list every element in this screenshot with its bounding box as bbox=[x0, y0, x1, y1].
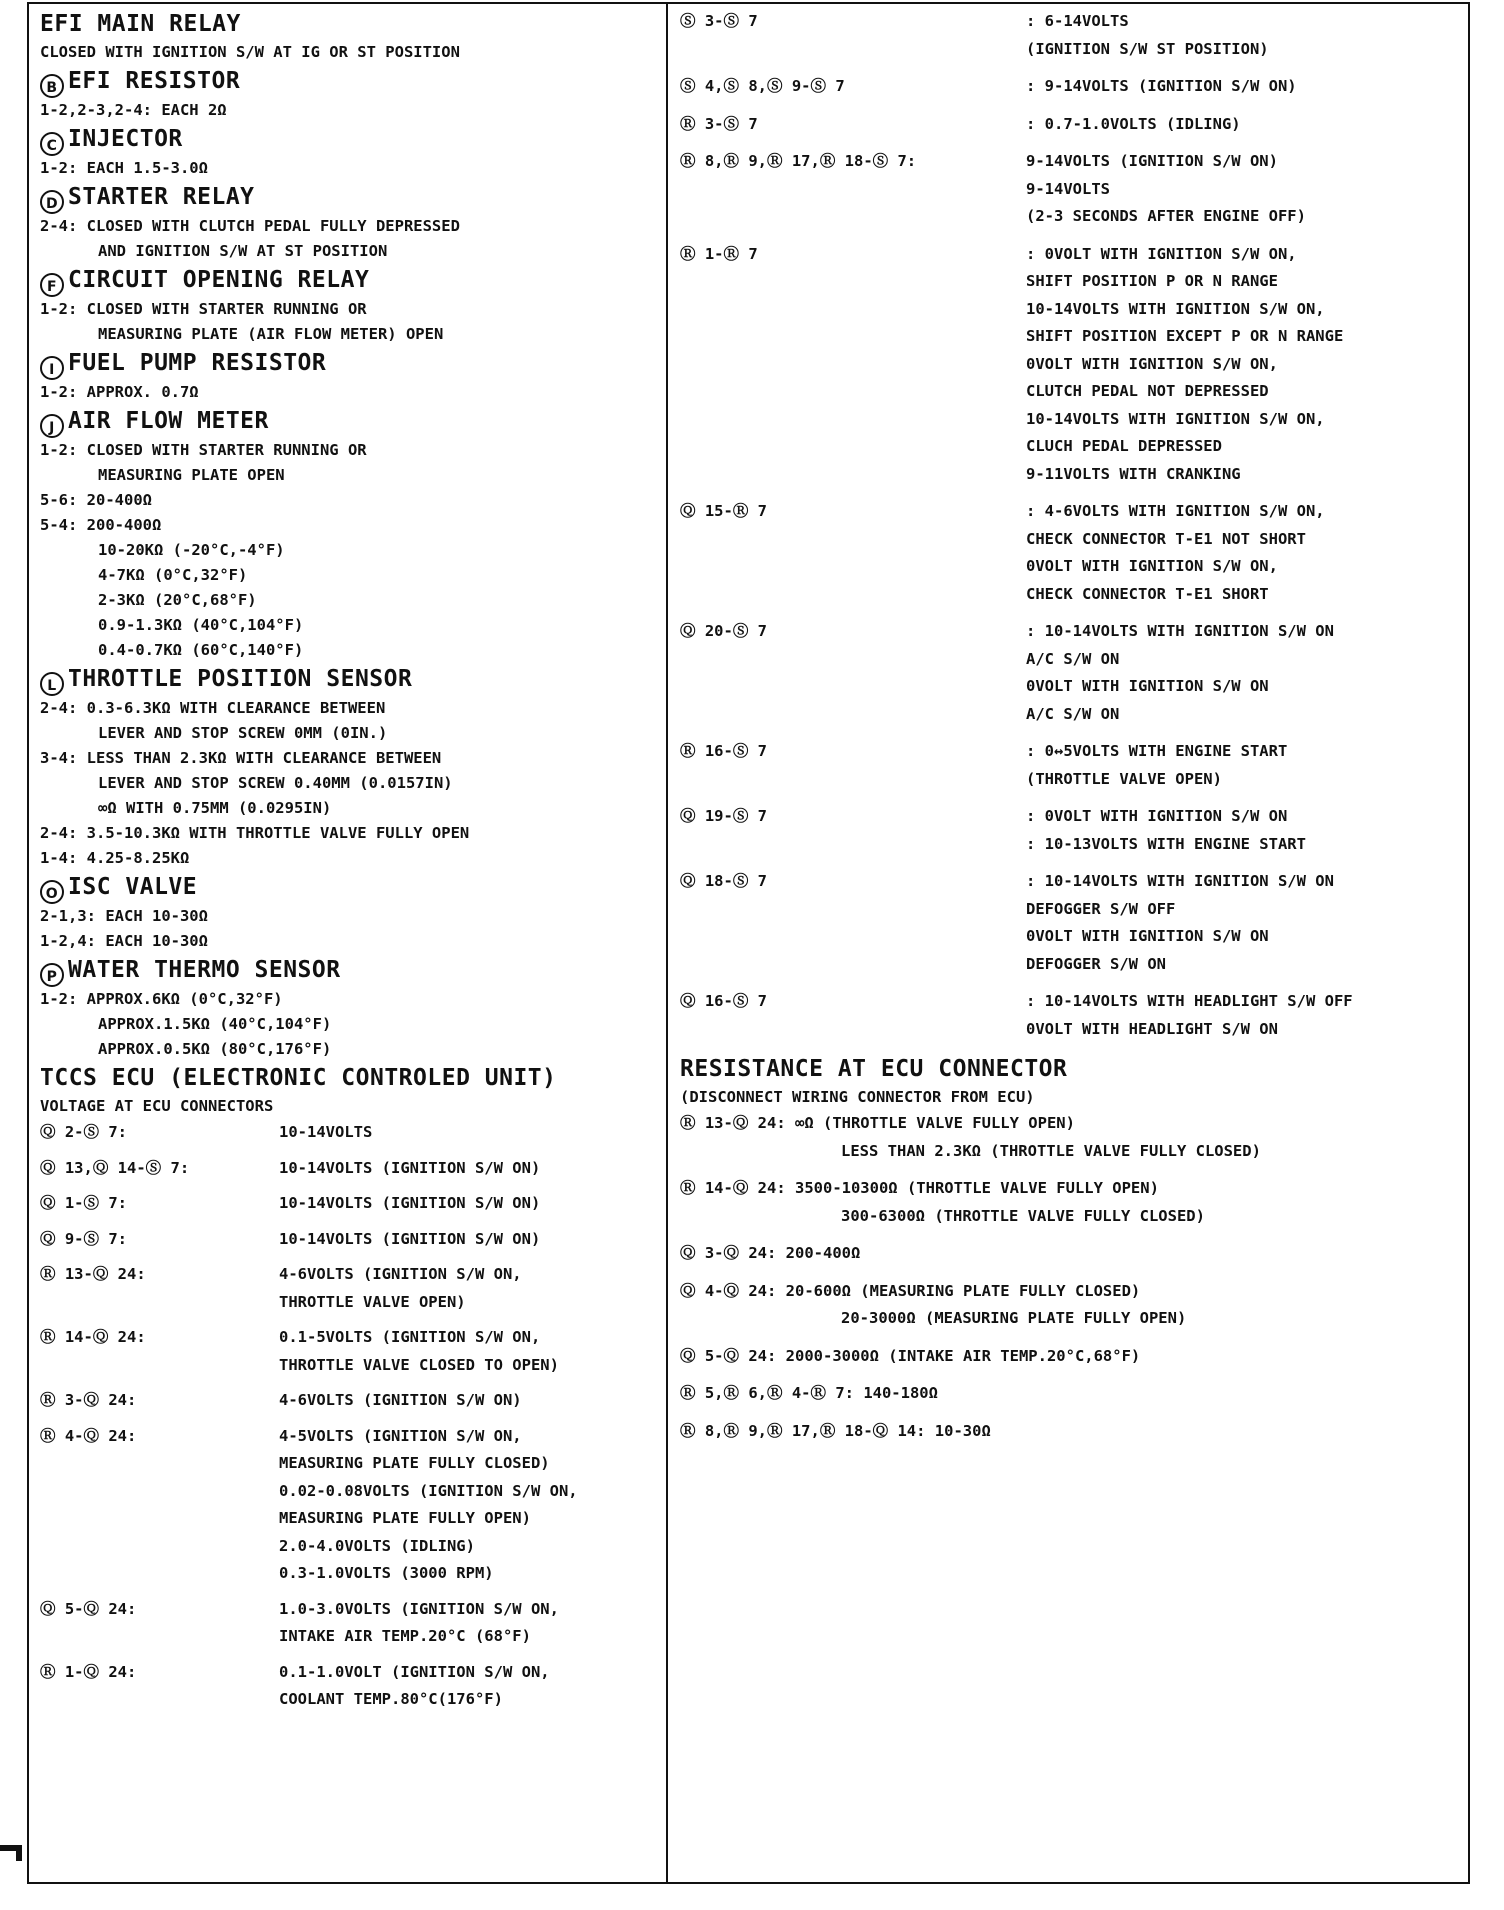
terminal-pair: Ⓠ 16-Ⓢ 7 bbox=[680, 992, 767, 1010]
voltage-spec-line bbox=[680, 803, 1460, 831]
spec-line: 2-4: CLOSED WITH CLUTCH PEDAL FULLY DEPRESSED bbox=[40, 217, 460, 235]
terminal-pair: Ⓡ 4-Ⓠ 24: bbox=[40, 1426, 137, 1445]
resistance-subtitle: (DISCONNECT WIRING CONNECTOR FROM ECU) bbox=[680, 1088, 1035, 1106]
voltage-spec-row bbox=[680, 618, 1460, 728]
section-title: AIR FLOW METER bbox=[68, 408, 269, 434]
section-heading bbox=[40, 954, 660, 987]
terminal-pair bbox=[680, 896, 1026, 924]
terminal-pair bbox=[680, 378, 1026, 406]
voltage-value: : 10-13VOLTS WITH ENGINE START bbox=[1026, 834, 1306, 853]
component-letter-badge: O bbox=[40, 880, 64, 904]
section-heading bbox=[40, 871, 660, 904]
terminal-pair bbox=[40, 1478, 279, 1506]
voltage-spec-line bbox=[40, 1560, 660, 1588]
resistance-spec-line: 20-3000Ω (MEASURING PLATE FULLY OPEN) bbox=[841, 1309, 1187, 1327]
voltage-spec-line bbox=[680, 951, 1460, 979]
terminal-pair: Ⓠ 15-Ⓡ 7 bbox=[680, 502, 767, 520]
section-heading bbox=[40, 65, 660, 98]
component-section bbox=[40, 871, 660, 954]
voltage-spec-line bbox=[680, 351, 1460, 379]
section-heading bbox=[40, 347, 660, 380]
voltage-value: 0.1-1.0VOLT (IGNITION S/W ON, bbox=[279, 1662, 550, 1681]
terminal-pair bbox=[680, 1016, 1026, 1044]
voltage-value: CHECK CONNECTOR T-E1 SHORT bbox=[1026, 584, 1269, 603]
resistance-spec-line: Ⓡ 8,Ⓡ 9,Ⓡ 17,Ⓡ 18-Ⓠ 14: 10-30Ω bbox=[680, 1421, 991, 1440]
component-section bbox=[40, 8, 660, 65]
voltage-value: 4-6VOLTS (IGNITION S/W ON) bbox=[279, 1391, 522, 1409]
voltage-value: 10-14VOLTS WITH IGNITION S/W ON, bbox=[1026, 409, 1325, 428]
section-heading bbox=[40, 123, 660, 156]
voltage-spec-line bbox=[40, 1119, 660, 1147]
voltage-spec-line bbox=[680, 738, 1460, 766]
voltage-spec-row bbox=[40, 1659, 660, 1714]
voltage-value: 10-14VOLTS bbox=[279, 1123, 373, 1141]
resistance-spec-line: 300-6300Ω (THROTTLE VALVE FULLY CLOSED) bbox=[841, 1206, 1205, 1225]
voltage-value: 9-11VOLTS WITH CRANKING bbox=[1026, 464, 1241, 483]
voltage-spec-row bbox=[40, 1387, 660, 1415]
component-letter-badge: P bbox=[40, 963, 64, 987]
voltage-spec-row bbox=[680, 803, 1460, 858]
margin-mark-vertical bbox=[16, 1845, 22, 1861]
voltage-spec-line bbox=[680, 1016, 1460, 1044]
voltage-value: : 0.7-1.0VOLTS (IDLING) bbox=[1026, 114, 1241, 133]
terminal-pair bbox=[40, 1623, 279, 1651]
voltage-spec-line bbox=[40, 1289, 660, 1317]
voltage-spec-line bbox=[680, 988, 1460, 1016]
voltage-spec-line bbox=[680, 581, 1460, 609]
terminal-pair: Ⓠ 18-Ⓢ 7 bbox=[680, 872, 767, 890]
voltage-spec-row bbox=[680, 8, 1460, 63]
voltage-value: A/C S/W ON bbox=[1026, 649, 1120, 668]
voltage-spec-line bbox=[680, 241, 1460, 269]
terminal-pair: Ⓡ 1-Ⓠ 24: bbox=[40, 1662, 137, 1681]
voltage-value: SHIFT POSITION P OR N RANGE bbox=[1026, 272, 1278, 290]
voltage-value: 0.02-0.08VOLTS (IGNITION S/W ON, bbox=[279, 1481, 578, 1500]
voltage-value: 4-6VOLTS (IGNITION S/W ON, bbox=[279, 1265, 522, 1283]
voltage-spec-line bbox=[680, 646, 1460, 674]
voltage-value: 0.1-5VOLTS (IGNITION S/W ON, bbox=[279, 1328, 541, 1346]
spec-line: 5-6: 20-400Ω bbox=[40, 491, 152, 509]
component-letter-badge: B bbox=[40, 74, 64, 98]
resistance-spec-row bbox=[680, 1418, 1460, 1446]
voltage-spec-row bbox=[40, 1226, 660, 1254]
section-title: EFI MAIN RELAY bbox=[40, 11, 241, 37]
terminal-pair bbox=[680, 923, 1026, 951]
voltage-spec-row bbox=[40, 1155, 660, 1183]
voltage-value: 1.0-3.0VOLTS (IGNITION S/W ON, bbox=[279, 1599, 559, 1618]
terminal-pair: Ⓡ 1-Ⓡ 7 bbox=[680, 244, 758, 263]
component-letter-badge: L bbox=[40, 672, 64, 696]
spec-line: 2-4: 3.5-10.3KΩ WITH THROTTLE VALVE FULLY OPEN bbox=[40, 824, 470, 842]
terminal-pair: Ⓡ 3-Ⓠ 24: bbox=[40, 1391, 137, 1409]
component-section bbox=[40, 405, 660, 663]
voltage-value: 10-14VOLTS (IGNITION S/W ON) bbox=[279, 1194, 541, 1212]
voltage-spec-line bbox=[40, 1623, 660, 1651]
voltage-spec-line bbox=[680, 701, 1460, 729]
terminal-pair: Ⓡ 13-Ⓠ 24: bbox=[40, 1265, 146, 1283]
voltage-spec-line bbox=[40, 1324, 660, 1352]
section-title: WATER THERMO SENSOR bbox=[68, 957, 341, 983]
terminal-pair: Ⓡ 14-Ⓠ 24: bbox=[40, 1328, 146, 1346]
section-title: CIRCUIT OPENING RELAY bbox=[68, 267, 370, 293]
spec-line: MEASURING PLATE OPEN bbox=[98, 466, 285, 484]
component-section bbox=[40, 65, 660, 123]
terminal-pair bbox=[680, 553, 1026, 581]
voltage-value: SHIFT POSITION EXCEPT P OR N RANGE bbox=[1026, 327, 1344, 345]
terminal-pair bbox=[40, 1450, 279, 1478]
spec-line: 2-3KΩ (20°C,68°F) bbox=[98, 591, 257, 609]
voltage-value: 0VOLT WITH IGNITION S/W ON bbox=[1026, 927, 1269, 945]
voltage-spec-line bbox=[680, 553, 1460, 581]
voltage-spec-line bbox=[680, 8, 1460, 36]
terminal-pair bbox=[680, 461, 1026, 489]
voltage-spec-row bbox=[680, 738, 1460, 793]
voltage-spec-line bbox=[40, 1533, 660, 1561]
voltage-value: 0VOLT WITH IGNITION S/W ON, bbox=[1026, 354, 1278, 373]
voltage-value: DEFOGGER S/W ON bbox=[1026, 954, 1166, 973]
spec-line: AND IGNITION S/W AT ST POSITION bbox=[98, 242, 388, 260]
voltage-spec-line bbox=[680, 111, 1460, 139]
voltage-spec-row bbox=[680, 148, 1460, 231]
spec-line: 5-4: 200-400Ω bbox=[40, 516, 162, 534]
voltage-value: : 10-14VOLTS WITH HEADLIGHT S/W OFF bbox=[1026, 992, 1353, 1010]
voltage-spec-row bbox=[40, 1596, 660, 1651]
ecu-title: TCCS ECU (ELECTRONIC CONTROLED UNIT) bbox=[40, 1065, 557, 1091]
spec-line: 1-2: CLOSED WITH STARTER RUNNING OR bbox=[40, 300, 367, 318]
terminal-pair bbox=[40, 1505, 279, 1533]
voltage-value: INTAKE AIR TEMP.20°C (68°F) bbox=[279, 1627, 531, 1645]
terminal-pair: Ⓠ 20-Ⓢ 7 bbox=[680, 622, 767, 640]
resistance-spec-line: Ⓡ 5,Ⓡ 6,Ⓡ 4-Ⓡ 7: 140-180Ω bbox=[680, 1384, 938, 1402]
terminal-pair bbox=[40, 1560, 279, 1588]
terminal-pair: Ⓠ 5-Ⓠ 24: bbox=[40, 1599, 137, 1618]
section-title: ISC VALVE bbox=[68, 874, 198, 900]
voltage-spec-row bbox=[680, 241, 1460, 489]
spec-line: 2-1,3: EACH 10-30Ω bbox=[40, 907, 208, 925]
terminal-pair: Ⓢ 4,Ⓢ 8,Ⓢ 9-Ⓢ 7 bbox=[680, 77, 845, 95]
voltage-value: THROTTLE VALVE CLOSED TO OPEN) bbox=[279, 1355, 559, 1374]
resistance-spec-line: Ⓡ 14-Ⓠ 24: 3500-10300Ω (THROTTLE VALVE FULLY OPEN) bbox=[680, 1179, 1159, 1197]
terminal-pair: Ⓠ 1-Ⓢ 7: bbox=[40, 1194, 127, 1212]
resistance-spec-line: Ⓠ 5-Ⓠ 24: 2000-3000Ω (INTAKE AIR TEMP.20°C,68°F) bbox=[680, 1346, 1141, 1365]
voltage-value: 2.0-4.0VOLTS (IDLING) bbox=[279, 1536, 475, 1555]
voltage-spec-line bbox=[40, 1686, 660, 1714]
voltage-spec-line bbox=[680, 203, 1460, 231]
voltage-value: : 4-6VOLTS WITH IGNITION S/W ON, bbox=[1026, 502, 1325, 520]
voltage-value: 0VOLT WITH IGNITION S/W ON bbox=[1026, 677, 1269, 695]
terminal-pair bbox=[680, 268, 1026, 296]
terminal-pair bbox=[40, 1533, 279, 1561]
voltage-spec-line bbox=[680, 73, 1460, 101]
voltage-spec-line bbox=[40, 1450, 660, 1478]
voltage-spec-line bbox=[680, 526, 1460, 554]
voltage-spec-line bbox=[680, 433, 1460, 461]
spec-line: ∞Ω WITH 0.75MM (0.0295IN) bbox=[98, 799, 332, 817]
voltage-value: 10-14VOLTS WITH IGNITION S/W ON, bbox=[1026, 299, 1325, 318]
resistance-spec-row bbox=[680, 1343, 1460, 1371]
voltage-spec-line bbox=[680, 923, 1460, 951]
voltage-spec-line bbox=[40, 1352, 660, 1380]
section-title: THROTTLE POSITION SENSOR bbox=[68, 666, 413, 692]
voltage-spec-line bbox=[680, 831, 1460, 859]
resistance-spec-row bbox=[680, 1380, 1460, 1408]
terminal-pair: Ⓠ 2-Ⓢ 7: bbox=[40, 1123, 127, 1141]
voltage-spec-line bbox=[680, 896, 1460, 924]
spec-line: 0.9-1.3KΩ (40°C,104°F) bbox=[98, 616, 304, 634]
resistance-spec-line: Ⓡ 13-Ⓠ 24: ∞Ω (THROTTLE VALVE FULLY OPEN) bbox=[680, 1114, 1075, 1132]
voltage-spec-row bbox=[680, 111, 1460, 139]
terminal-pair bbox=[40, 1289, 279, 1317]
spec-line: 2-4: 0.3-6.3KΩ WITH CLEARANCE BETWEEN bbox=[40, 699, 386, 717]
voltage-value: : 10-14VOLTS WITH IGNITION S/W ON bbox=[1026, 872, 1334, 890]
voltage-spec-line bbox=[680, 498, 1460, 526]
voltage-value: 0VOLT WITH HEADLIGHT S/W ON bbox=[1026, 1019, 1278, 1038]
spec-line: 1-2: APPROX.6KΩ (0°C,32°F) bbox=[40, 990, 283, 1008]
component-section bbox=[40, 264, 660, 347]
component-section bbox=[40, 123, 660, 181]
voltage-spec-line bbox=[680, 378, 1460, 406]
voltage-value: 4-5VOLTS (IGNITION S/W ON, bbox=[279, 1426, 522, 1445]
resistance-spec-line: Ⓠ 4-Ⓠ 24: 20-600Ω (MEASURING PLATE FULLY CLOSED) bbox=[680, 1281, 1141, 1300]
voltage-value: 9-14VOLTS (IGNITION S/W ON) bbox=[1026, 152, 1278, 170]
terminal-pair bbox=[680, 351, 1026, 379]
component-section bbox=[40, 663, 660, 871]
terminal-pair: Ⓠ 9-Ⓢ 7: bbox=[40, 1229, 127, 1248]
component-letter-badge: I bbox=[40, 356, 64, 380]
spec-line: CLOSED WITH IGNITION S/W AT IG OR ST POSITION bbox=[40, 43, 460, 61]
spec-line: MEASURING PLATE (AIR FLOW METER) OPEN bbox=[98, 325, 444, 343]
terminal-pair bbox=[680, 646, 1026, 674]
section-heading bbox=[40, 264, 660, 297]
voltage-spec-row bbox=[680, 868, 1460, 978]
component-letter-badge: F bbox=[40, 273, 64, 297]
voltage-spec-line bbox=[40, 1190, 660, 1218]
voltage-value: : 10-14VOLTS WITH IGNITION S/W ON bbox=[1026, 622, 1334, 640]
spec-line: APPROX.1.5KΩ (40°C,104°F) bbox=[98, 1015, 332, 1033]
voltage-value: 10-14VOLTS (IGNITION S/W ON) bbox=[279, 1158, 541, 1177]
terminal-pair bbox=[680, 831, 1026, 859]
voltage-spec-line bbox=[40, 1387, 660, 1415]
voltage-spec-line bbox=[40, 1505, 660, 1533]
voltage-spec-line bbox=[680, 406, 1460, 434]
spec-line: LEVER AND STOP SCREW 0.40MM (0.0157IN) bbox=[98, 774, 453, 792]
voltage-spec-line bbox=[40, 1261, 660, 1289]
section-title: FUEL PUMP RESISTOR bbox=[68, 350, 327, 376]
terminal-pair bbox=[680, 406, 1026, 434]
spec-line: 1-2: EACH 1.5-3.0Ω bbox=[40, 159, 208, 177]
section-title: STARTER RELAY bbox=[68, 184, 255, 210]
resistance-spec-row bbox=[680, 1175, 1460, 1230]
terminal-pair: Ⓡ 8,Ⓡ 9,Ⓡ 17,Ⓡ 18-Ⓢ 7: bbox=[680, 152, 917, 170]
section-title: INJECTOR bbox=[68, 126, 183, 152]
component-section bbox=[40, 954, 660, 1062]
section-heading bbox=[40, 663, 660, 696]
voltage-value: (2-3 SECONDS AFTER ENGINE OFF) bbox=[1026, 207, 1306, 225]
component-letter-badge: J bbox=[40, 414, 64, 438]
resistance-spec-row bbox=[680, 1240, 1460, 1268]
voltage-value: CHECK CONNECTOR T-E1 NOT SHORT bbox=[1026, 529, 1306, 548]
spec-line: APPROX.0.5KΩ (80°C,176°F) bbox=[98, 1040, 332, 1058]
voltage-spec-line bbox=[680, 36, 1460, 64]
voltage-spec-line bbox=[40, 1423, 660, 1451]
terminal-pair: Ⓠ 13,Ⓠ 14-Ⓢ 7: bbox=[40, 1158, 190, 1177]
section-heading bbox=[40, 8, 660, 40]
voltage-spec-line bbox=[40, 1155, 660, 1183]
spec-line: 10-20KΩ (-20°C,-4°F) bbox=[98, 541, 285, 559]
voltage-spec-row bbox=[40, 1261, 660, 1316]
component-letter-badge: C bbox=[40, 132, 64, 156]
voltage-spec-row bbox=[40, 1119, 660, 1147]
voltage-value: (THROTTLE VALVE OPEN) bbox=[1026, 769, 1222, 788]
terminal-pair bbox=[680, 203, 1026, 231]
voltage-spec-line bbox=[40, 1659, 660, 1687]
terminal-pair: Ⓢ 3-Ⓢ 7 bbox=[680, 12, 758, 30]
voltage-spec-line bbox=[40, 1478, 660, 1506]
voltage-spec-line bbox=[680, 868, 1460, 896]
section-heading bbox=[40, 405, 660, 438]
terminal-pair bbox=[680, 526, 1026, 554]
voltage-value: (IGNITION S/W ST POSITION) bbox=[1026, 39, 1269, 58]
terminal-pair bbox=[40, 1352, 279, 1380]
voltage-spec-line bbox=[680, 766, 1460, 794]
terminal-pair bbox=[680, 581, 1026, 609]
spec-line: 4-7KΩ (0°C,32°F) bbox=[98, 566, 248, 584]
terminal-pair bbox=[40, 1686, 279, 1714]
spec-line: 3-4: LESS THAN 2.3KΩ WITH CLEARANCE BETWEEN bbox=[40, 749, 442, 767]
voltage-spec-line bbox=[680, 323, 1460, 351]
voltage-value: : 9-14VOLTS (IGNITION S/W ON) bbox=[1026, 77, 1297, 95]
resistance-spec-line: Ⓠ 3-Ⓠ 24: 200-400Ω bbox=[680, 1244, 861, 1262]
voltage-spec-line bbox=[680, 148, 1460, 176]
resistance-spec-row bbox=[680, 1110, 1460, 1165]
voltage-value: : 0VOLT WITH IGNITION S/W ON, bbox=[1026, 244, 1297, 263]
voltage-spec-line bbox=[40, 1596, 660, 1624]
voltage-value: 9-14VOLTS bbox=[1026, 179, 1110, 198]
terminal-pair bbox=[680, 673, 1026, 701]
voltage-value: THROTTLE VALVE OPEN) bbox=[279, 1292, 466, 1311]
voltage-spec-row bbox=[40, 1423, 660, 1588]
voltage-spec-line bbox=[680, 673, 1460, 701]
ecu-subtitle: VOLTAGE AT ECU CONNECTORS bbox=[40, 1097, 274, 1115]
terminal-pair bbox=[680, 433, 1026, 461]
voltage-spec-line bbox=[40, 1226, 660, 1254]
component-section bbox=[40, 181, 660, 264]
voltage-value: MEASURING PLATE FULLY OPEN) bbox=[279, 1509, 531, 1527]
spec-line: 1-2,4: EACH 10-30Ω bbox=[40, 932, 208, 950]
voltage-value: 0.3-1.0VOLTS (3000 RPM) bbox=[279, 1564, 494, 1582]
voltage-value: : 0↔5VOLTS WITH ENGINE START bbox=[1026, 742, 1288, 760]
voltage-spec-row bbox=[680, 73, 1460, 101]
voltage-value: : 0VOLT WITH IGNITION S/W ON bbox=[1026, 807, 1288, 825]
resistance-spec-row bbox=[680, 1278, 1460, 1333]
spec-line: 1-2,2-3,2-4: EACH 2Ω bbox=[40, 101, 227, 119]
voltage-spec-row bbox=[680, 498, 1460, 608]
terminal-pair: Ⓡ 3-Ⓢ 7 bbox=[680, 114, 758, 133]
terminal-pair bbox=[680, 766, 1026, 794]
spec-line: 1-2: APPROX. 0.7Ω bbox=[40, 383, 199, 401]
terminal-pair: Ⓠ 19-Ⓢ 7 bbox=[680, 807, 767, 825]
terminal-pair bbox=[680, 296, 1026, 324]
column-divider bbox=[666, 2, 668, 1884]
component-letter-badge: D bbox=[40, 190, 64, 214]
terminal-pair bbox=[680, 951, 1026, 979]
voltage-value: COOLANT TEMP.80°C(176°F) bbox=[279, 1690, 503, 1708]
voltage-spec-row bbox=[680, 988, 1460, 1043]
terminal-pair bbox=[680, 323, 1026, 351]
voltage-value: 0VOLT WITH IGNITION S/W ON, bbox=[1026, 557, 1278, 575]
left-column bbox=[40, 8, 660, 1722]
voltage-spec-line bbox=[680, 296, 1460, 324]
voltage-value: 10-14VOLTS (IGNITION S/W ON) bbox=[279, 1229, 541, 1248]
terminal-pair bbox=[680, 176, 1026, 204]
voltage-spec-line bbox=[680, 461, 1460, 489]
voltage-spec-line bbox=[680, 176, 1460, 204]
voltage-value: CLUTCH PEDAL NOT DEPRESSED bbox=[1026, 382, 1269, 400]
voltage-spec-row bbox=[40, 1324, 660, 1379]
terminal-pair bbox=[680, 701, 1026, 729]
spec-line: 1-4: 4.25-8.25KΩ bbox=[40, 849, 190, 867]
voltage-spec-row bbox=[40, 1190, 660, 1218]
voltage-spec-line bbox=[680, 618, 1460, 646]
terminal-pair bbox=[680, 36, 1026, 64]
spec-line: 1-2: CLOSED WITH STARTER RUNNING OR bbox=[40, 441, 367, 459]
voltage-value: CLUCH PEDAL DEPRESSED bbox=[1026, 437, 1222, 455]
spec-line: 0.4-0.7KΩ (60°C,140°F) bbox=[98, 641, 304, 659]
resistance-title: RESISTANCE AT ECU CONNECTOR bbox=[680, 1056, 1068, 1082]
voltage-value: : 6-14VOLTS bbox=[1026, 12, 1129, 30]
voltage-spec-line bbox=[680, 268, 1460, 296]
right-column bbox=[680, 8, 1460, 1455]
terminal-pair: Ⓡ 16-Ⓢ 7 bbox=[680, 742, 767, 760]
voltage-value: MEASURING PLATE FULLY CLOSED) bbox=[279, 1454, 550, 1472]
component-section bbox=[40, 347, 660, 405]
voltage-value: DEFOGGER S/W OFF bbox=[1026, 899, 1176, 918]
spec-line: LEVER AND STOP SCREW 0MM (0IN.) bbox=[98, 724, 388, 742]
voltage-value: A/C S/W ON bbox=[1026, 704, 1120, 723]
section-heading bbox=[40, 181, 660, 214]
resistance-spec-line: LESS THAN 2.3KΩ (THROTTLE VALVE FULLY CLOSED) bbox=[841, 1141, 1261, 1160]
section-title: EFI RESISTOR bbox=[68, 68, 241, 94]
